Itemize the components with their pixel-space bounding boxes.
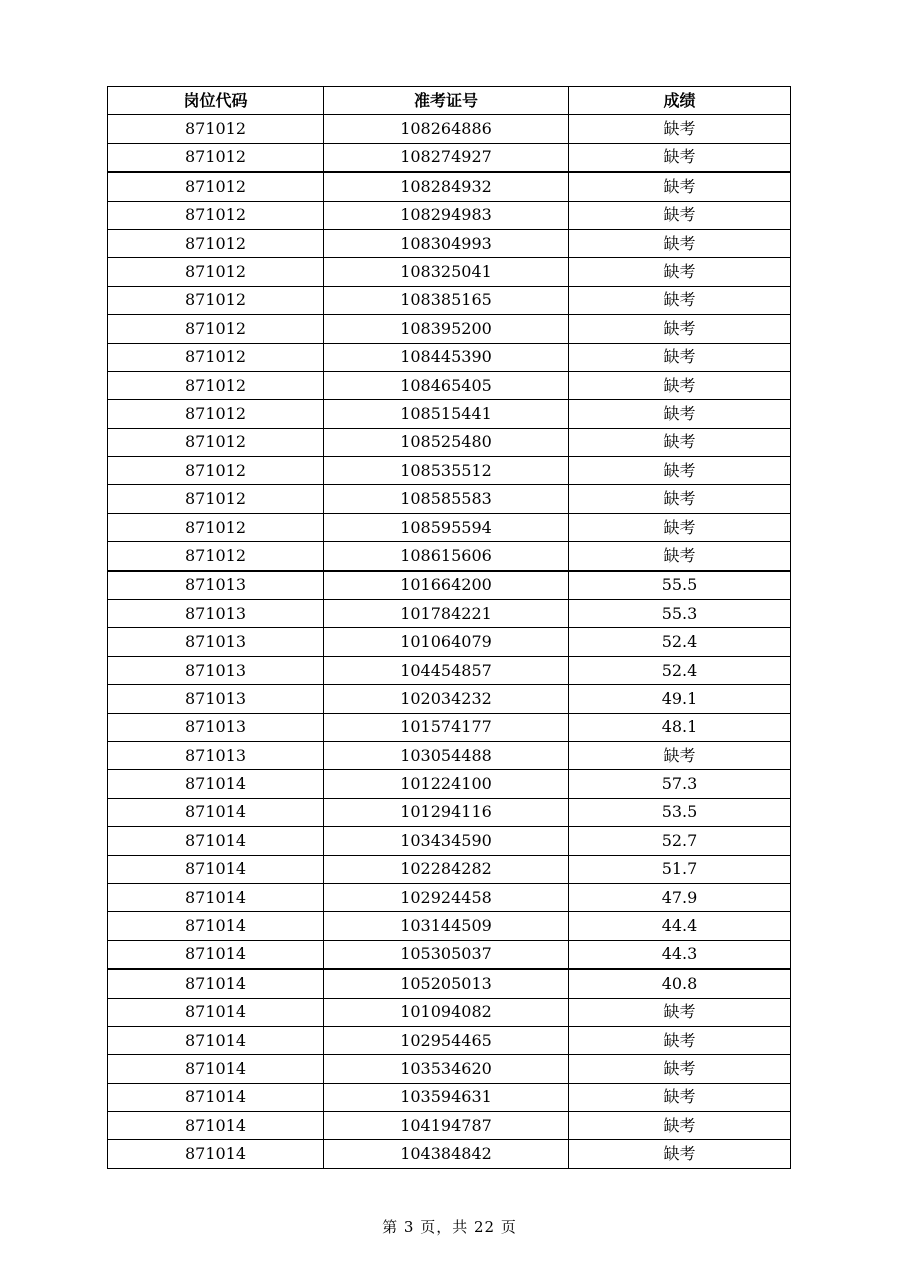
cell-position-code: 871012 [108,428,324,456]
cell-position-code: 871014 [108,969,324,998]
cell-score: 55.5 [569,571,791,600]
cell-admission-number: 108595594 [324,513,569,541]
cell-score: 44.3 [569,940,791,969]
cell-admission-number: 103534620 [324,1055,569,1083]
table-row [108,656,791,684]
cell-score: 44.4 [569,912,791,940]
cell-score: 缺考 [569,1055,791,1083]
table-row [108,315,791,343]
table-row [108,571,791,600]
cell-admission-number: 101664200 [324,571,569,600]
cell-position-code: 871012 [108,201,324,229]
cell-position-code: 871013 [108,741,324,769]
cell-admission-number: 108615606 [324,542,569,571]
cell-admission-number: 108274927 [324,143,569,172]
table-row [108,343,791,371]
cell-score: 缺考 [569,343,791,371]
cell-admission-number: 104454857 [324,656,569,684]
cell-score: 57.3 [569,770,791,798]
cell-position-code: 871013 [108,685,324,713]
score-table [107,86,791,1169]
cell-admission-number: 105205013 [324,969,569,998]
cell-position-code: 871012 [108,258,324,286]
cell-score: 52.4 [569,628,791,656]
cell-score: 缺考 [569,741,791,769]
cell-score: 48.1 [569,713,791,741]
table-row [108,542,791,571]
cell-position-code: 871014 [108,798,324,826]
cell-admission-number: 108385165 [324,286,569,314]
cell-score: 缺考 [569,428,791,456]
table-row [108,912,791,940]
cell-score: 缺考 [569,286,791,314]
cell-position-code: 871012 [108,143,324,172]
cell-admission-number: 108445390 [324,343,569,371]
table-row [108,258,791,286]
cell-score: 缺考 [569,513,791,541]
header-score: 成绩 [569,87,791,115]
table-row [108,600,791,628]
cell-score: 53.5 [569,798,791,826]
cell-admission-number: 108325041 [324,258,569,286]
cell-admission-number: 108264886 [324,115,569,143]
cell-position-code: 871012 [108,485,324,513]
cell-position-code: 871013 [108,571,324,600]
cell-position-code: 871012 [108,400,324,428]
table-row [108,685,791,713]
cell-position-code: 871012 [108,542,324,571]
cell-position-code: 871012 [108,115,324,143]
cell-admission-number: 102954465 [324,1026,569,1054]
table-row [108,1026,791,1054]
table-row [108,628,791,656]
cell-score: 52.4 [569,656,791,684]
cell-admission-number: 101064079 [324,628,569,656]
cell-admission-number: 108304993 [324,229,569,257]
table-row [108,969,791,998]
cell-position-code: 871012 [108,286,324,314]
table-body [108,115,791,1168]
table-row [108,172,791,201]
table-row [108,798,791,826]
cell-admission-number: 102924458 [324,883,569,911]
header-position-code: 岗位代码 [108,87,324,115]
cell-score: 40.8 [569,969,791,998]
page-footer: 第 3 页，共 22 页 [382,1218,517,1236]
cell-position-code: 871014 [108,855,324,883]
cell-position-code: 871012 [108,315,324,343]
table-row [108,1112,791,1140]
table-row [108,940,791,969]
cell-score: 缺考 [569,371,791,399]
table-row [108,400,791,428]
cell-score: 缺考 [569,143,791,172]
table-row [108,485,791,513]
cell-position-code: 871013 [108,600,324,628]
cell-score: 缺考 [569,115,791,143]
cell-score: 缺考 [569,400,791,428]
table-row [108,883,791,911]
cell-position-code: 871014 [108,1083,324,1111]
table-row [108,713,791,741]
cell-score: 缺考 [569,229,791,257]
cell-score: 47.9 [569,883,791,911]
cell-position-code: 871014 [108,998,324,1026]
table-row [108,201,791,229]
cell-position-code: 871014 [108,1112,324,1140]
table-row [108,1055,791,1083]
cell-score: 缺考 [569,457,791,485]
cell-position-code: 871014 [108,883,324,911]
cell-position-code: 871012 [108,172,324,201]
cell-position-code: 871014 [108,1140,324,1168]
cell-position-code: 871012 [108,343,324,371]
table-row [108,1083,791,1111]
cell-position-code: 871012 [108,513,324,541]
cell-position-code: 871013 [108,713,324,741]
table-row [108,998,791,1026]
cell-position-code: 871014 [108,940,324,969]
cell-admission-number: 101294116 [324,798,569,826]
cell-admission-number: 101224100 [324,770,569,798]
cell-admission-number: 104194787 [324,1112,569,1140]
cell-position-code: 871014 [108,1055,324,1083]
cell-score: 缺考 [569,258,791,286]
cell-admission-number: 108294983 [324,201,569,229]
cell-admission-number: 102034232 [324,685,569,713]
cell-position-code: 871014 [108,1026,324,1054]
cell-score: 缺考 [569,485,791,513]
cell-admission-number: 108525480 [324,428,569,456]
cell-position-code: 871012 [108,229,324,257]
table-row [108,229,791,257]
cell-position-code: 871012 [108,371,324,399]
table-row [108,513,791,541]
cell-score: 52.7 [569,827,791,855]
cell-score: 55.3 [569,600,791,628]
cell-admission-number: 108465405 [324,371,569,399]
cell-admission-number: 102284282 [324,855,569,883]
cell-admission-number: 101574177 [324,713,569,741]
cell-position-code: 871014 [108,770,324,798]
cell-score: 缺考 [569,542,791,571]
table-row [108,827,791,855]
cell-score: 49.1 [569,685,791,713]
header-admission-number: 准考证号 [324,87,569,115]
cell-position-code: 871014 [108,827,324,855]
cell-admission-number: 103594631 [324,1083,569,1111]
table-row [108,457,791,485]
header-row [108,87,791,115]
cell-position-code: 871013 [108,628,324,656]
cell-admission-number: 103434590 [324,827,569,855]
table-row [108,1140,791,1168]
cell-admission-number: 101784221 [324,600,569,628]
cell-position-code: 871013 [108,656,324,684]
cell-score: 缺考 [569,201,791,229]
cell-admission-number: 104384842 [324,1140,569,1168]
cell-admission-number: 108535512 [324,457,569,485]
cell-position-code: 871012 [108,457,324,485]
cell-admission-number: 105305037 [324,940,569,969]
cell-score: 缺考 [569,1112,791,1140]
table-row [108,115,791,143]
table-row [108,741,791,769]
cell-admission-number: 103144509 [324,912,569,940]
cell-score: 缺考 [569,315,791,343]
cell-admission-number: 103054488 [324,741,569,769]
cell-admission-number: 101094082 [324,998,569,1026]
cell-admission-number: 108585583 [324,485,569,513]
cell-admission-number: 108284932 [324,172,569,201]
cell-score: 缺考 [569,1026,791,1054]
table-row [108,770,791,798]
cell-score: 缺考 [569,998,791,1026]
table-row [108,855,791,883]
table-row [108,143,791,172]
cell-admission-number: 108515441 [324,400,569,428]
table-row [108,286,791,314]
cell-score: 缺考 [569,172,791,201]
cell-score: 51.7 [569,855,791,883]
table-row [108,428,791,456]
table-header [108,87,791,115]
cell-score: 缺考 [569,1140,791,1168]
cell-admission-number: 108395200 [324,315,569,343]
cell-score: 缺考 [569,1083,791,1111]
table-row [108,371,791,399]
cell-position-code: 871014 [108,912,324,940]
